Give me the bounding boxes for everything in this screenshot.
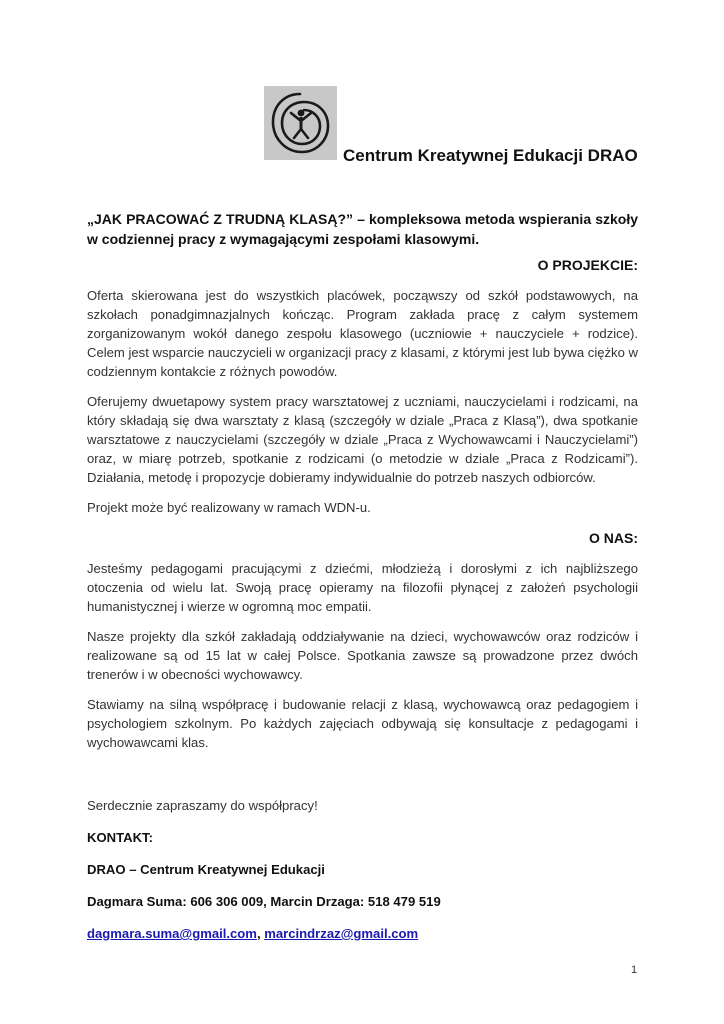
contact-phones: Dagmara Suma: 606 306 009, Marcin Drzaga: 518 479 519 xyxy=(87,894,441,909)
about-paragraph: Jesteśmy pedagogami pracującymi z dziećmi, młodzieżą i dorosłymi z ich najbliższego otoczenia od wielu lat. Swoją pracę opieramy na filozofii płynącej z założeń psychologii humanistycznej i wierze w ogromną moc empatii. xyxy=(87,561,638,614)
spacer xyxy=(87,764,638,796)
document-body xyxy=(87,209,638,956)
headline: „JAK PRACOWAĆ Z TRUDNĄ KLASĄ?” – kompleksowa metoda wspierania szkoły w codziennej pracy z wymagającymi zespołami klasowymi. xyxy=(87,211,638,247)
contact-heading: KONTAKT: xyxy=(87,830,153,845)
contact-organization: DRAO – Centrum Kreatywnej Edukacji xyxy=(87,862,325,877)
page-number: 1 xyxy=(631,964,638,976)
project-section-heading: O PROJEKCIE: xyxy=(537,257,638,273)
organization-title: Centrum Kreatywnej Edukacji DRAO xyxy=(343,146,638,165)
project-paragraph: Projekt może być realizowany w ramach WDN-u. xyxy=(87,500,371,515)
email-link-dagmara[interactable]: dagmara.suma@gmail.com xyxy=(87,926,257,941)
invitation-text: Serdecznie zapraszamy do współpracy! xyxy=(87,798,318,813)
about-section-heading: O NAS: xyxy=(589,530,638,546)
project-paragraph: Oferta skierowana jest do wszystkich placówek, począwszy od szkół podstawowych, na szkołach ponadgimnazjalnych kończąc. Program zakłada pracę z całym systemem zorganizowanym wokół danego zespołu klasowego (uczniowie + nauczyciele + rodzice). Celem jest wsparcie nauczycieli w organizacji pracy z klasami, z którymi jest lub bywa ciężko w codziennym kontakcie z różnych powodów. xyxy=(87,288,638,379)
contact-emails xyxy=(87,924,638,943)
drao-logo xyxy=(264,86,337,160)
about-paragraph: Stawiamy na silną współpracę i budowanie relacji z klasą, wychowawcą oraz pedagogiem i psychologiem szkolnym. Po każdych zajęciach odbywają się konsultacje z pedagogami i wychowawcami klas. xyxy=(87,697,638,750)
drao-spiral-figure-icon xyxy=(264,86,337,160)
about-paragraph: Nasze projekty dla szkół zakładają oddziaływanie na dzieci, wychowawców oraz rodziców i realizowane są od 15 lat w całej Polsce. Spotkania zawsze są prowadzone przez dwóch trenerów i w obecności wychowawcy. xyxy=(87,629,638,682)
email-link-marcin[interactable]: marcindrzaz@gmail.com xyxy=(264,926,419,941)
project-paragraph: Oferujemy dwuetapowy system pracy warsztatowej z uczniami, nauczycielami i rodzicami, na który składają się dwa warsztaty z klasą (szczegóły w dziale „Praca z Klasą”), dwa spotkanie warsztatowe z nauczycielami (szczegóły w dziale „Praca z Wychowawcami i Nauczycielami”) oraz, w miarę potrzeb, spotkanie z rodzicami (o metodzie w dziale „Praca z Rodzicami”). Działania, metodę i propozycje dobieramy indywidualnie do potrzeb naszych odbiorców. xyxy=(87,394,638,485)
email-separator: , xyxy=(256,926,261,941)
